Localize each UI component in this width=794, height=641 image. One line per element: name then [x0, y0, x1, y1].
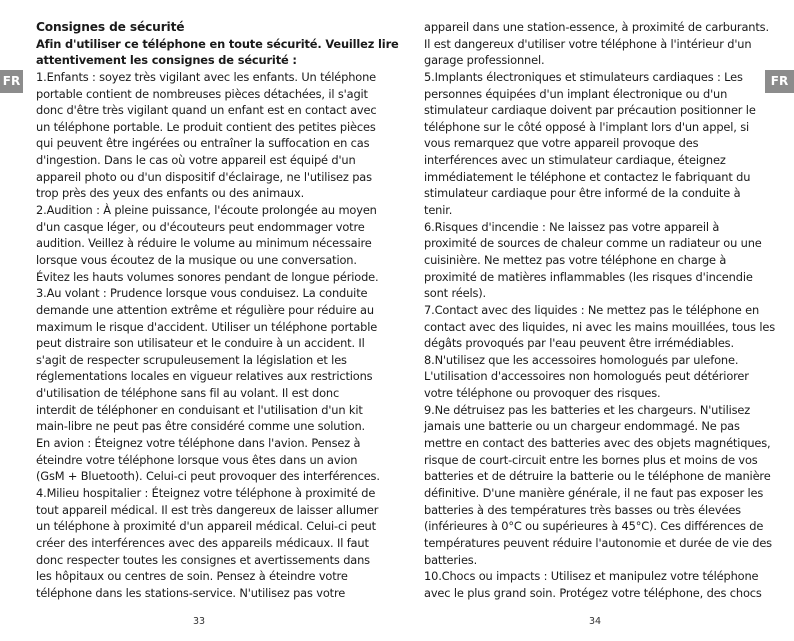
text-line: L'utilisation d'accessoires non homologués peut détériorer	[424, 369, 749, 384]
text-line: téléphone sur le côté opposé à l'implant lors d'un appel, si	[424, 119, 750, 134]
text-line: dégâts provoqués par l'eau peuvent être irrémédiables.	[424, 336, 734, 351]
text-line: appareil dans une station-essence, à proximité de carburants.	[424, 20, 769, 34]
text-line: tenir.	[424, 203, 453, 218]
text-line: batteries.	[424, 552, 478, 567]
text-line: un téléphone portable. Le produit contient des petites pièces	[36, 119, 376, 134]
left-page-text	[36, 19, 399, 601]
text-line: réglementations locales en vigueur relatives aux restrictions	[36, 369, 373, 384]
text-line: (inférieures à 0°C ou supérieures à 45°C). Ces différences de	[424, 519, 764, 534]
text-line: portable contient de nombreuses pièces détachées, il s'agit	[36, 86, 368, 101]
text-line: contact avec des liquides, ni avec les mains mouillées, tous les	[424, 319, 776, 334]
text-line: stimulateur cardiaque pour être informé de la conduite à	[424, 186, 741, 201]
text-line: d'ingestion. Dans le cas où votre appareil est équipé d'un	[36, 153, 356, 168]
text-line: votre téléphone ou provoquer des risques.	[424, 386, 661, 401]
text-line: 6.Risques d'incendie : Ne laissez pas votre appareil à	[424, 219, 720, 234]
intro-line: Afin d'utiliser ce téléphone en toute sécurité. Veuillez lire	[36, 36, 399, 51]
text-line: main-libre ne peut pas être considéré comme une solution.	[36, 419, 366, 434]
text-line: Évitez les hauts volumes sonores pendant de longue période.	[36, 269, 379, 284]
text-line: s'agit de respecter scrupuleusement la législation et les	[36, 352, 347, 367]
text-line: maximum le risque d'accident. Utiliser un téléphone portable	[36, 319, 378, 334]
language-tab: FR	[765, 70, 794, 93]
text-line: batteries et de détruire la batterie ou le téléphone de manière	[424, 469, 771, 484]
text-line: audition. Veillez à réduire le volume au minimum nécessaire	[36, 236, 372, 251]
text-line: proximité de sources de chaleur comme un radiateur ou une	[424, 236, 762, 251]
section-title: Consignes de sécurité	[36, 20, 185, 34]
text-line: 3.Au volant : Prudence lorsque vous conduisez. La conduite	[36, 286, 368, 301]
text-line: trop près des yeux des enfants ou des animaux.	[36, 186, 305, 201]
text-line: un téléphone à proximité d'un appareil médical. Celui-ci peut	[36, 519, 376, 534]
text-line: peut distraire son utilisateur et le conduire à un accident. Il	[36, 336, 365, 351]
right-page	[397, 0, 794, 641]
text-line: téléphone dans les stations-service. N'utilisez pas votre	[36, 585, 346, 600]
text-line: donc d'être très vigilant quand un enfant est en contact avec	[36, 103, 377, 118]
text-line: immédiatement le téléphone et contactez le fabriquant du	[424, 169, 751, 184]
text-line: risque de court-circuit entre les bornes plus et moins de vos	[424, 452, 758, 467]
text-line: (GsM + Bluetooth). Celui-ci peut provoquer des interférences.	[36, 469, 380, 484]
text-line: vous remarquez que votre appareil provoque des	[424, 136, 699, 151]
text-line: 1.Enfants : soyez très vigilant avec les enfants. Un téléphone	[36, 69, 377, 84]
text-line: définitive. D'une manière générale, il ne faut pas exposer les	[424, 485, 764, 500]
text-line: températures peuvent réduire l'autonomie et durée de vie des	[424, 535, 772, 550]
intro-line: attentivement les consignes de sécurité :	[36, 53, 297, 68]
text-line: 8.N'utilisez que les accessoires homologués par ulefone.	[424, 352, 739, 367]
text-line: interférences avec un stimulateur cardiaque, éteignez	[424, 153, 726, 168]
text-line: mettre en contact des batteries avec des objets magnétiques,	[424, 436, 771, 451]
page-number: 34	[588, 616, 602, 627]
text-line: appareil photo ou d'un dispositif d'éclairage, ne l'utilisez pas	[36, 169, 372, 184]
page-number: 33	[192, 616, 206, 627]
text-line: proximité de matières inflammables (les risques d'incendie	[424, 269, 753, 284]
text-line: demande une attention extrême et régulière pour réduire au	[36, 302, 374, 317]
text-line: éteindre votre téléphone lorsque vous êtes dans un avion	[36, 452, 358, 467]
text-line: jamais une batterie ou un chargeur endommagé. Ne pas	[424, 419, 740, 434]
text-line: avec le plus grand soin. Protégez votre téléphone, des chocs	[424, 585, 762, 600]
text-line: d'utilisation de téléphone sans fil au volant. Il est donc	[36, 386, 340, 401]
text-line: les hôpitaux ou centres de soin. Pensez à éteindre votre	[36, 569, 348, 584]
text-line: 10.Chocs ou impacts : Utilisez et manipulez votre téléphone	[424, 569, 759, 584]
text-line: créer des interférences avec des appareils médicaux. Il faut	[36, 535, 369, 550]
text-line: En avion : Éteignez votre téléphone dans l'avion. Pensez à	[36, 436, 361, 451]
text-line: stimulateur cardiaque doivent par précaution positionner le	[424, 103, 756, 118]
text-line: tout appareil médical. Il est très dangereux de laisser allumer	[36, 502, 379, 517]
text-line: personnes équipées d'un implant électronique ou d'un	[424, 86, 728, 101]
text-line: lorsque vous écoutez de la musique ou une conversation.	[36, 252, 357, 267]
text-line: 2.Audition : À pleine puissance, l'écoute prolongée au moyen	[36, 203, 377, 218]
text-line: Il est dangereux d'utiliser votre téléphone à l'intérieur d'un	[424, 36, 752, 51]
text-line: cuisinière. Ne mettez pas votre téléphone en charge à	[424, 252, 727, 267]
text-line: 5.Implants électroniques et stimulateurs cardiaques : Les	[424, 69, 743, 84]
text-line: 7.Contact avec des liquides : Ne mettez pas le téléphone en	[424, 302, 760, 317]
text-line: donc respecter toutes les consignes et avertissements dans	[36, 552, 370, 567]
text-line: qui peuvent être ingérées ou entraîner la suffocation en cas	[36, 136, 370, 151]
text-line: batteries à des températures très basses ou très élevées	[424, 502, 741, 517]
text-line: d'un casque léger, ou d'écouteurs peut endommager votre	[36, 219, 365, 234]
text-line: garage professionnel.	[424, 53, 545, 68]
text-line: interdit de téléphoner en conduisant et l'utilisation d'un kit	[36, 402, 363, 417]
right-page-text	[424, 19, 784, 601]
text-line: 4.Milieu hospitalier : Éteignez votre téléphone à proximité de	[36, 485, 376, 500]
text-line: 9.Ne détruisez pas les batteries et les chargeurs. N'utilisez	[424, 402, 751, 417]
text-line: sont réels).	[424, 286, 487, 301]
language-tab: FR	[0, 70, 23, 93]
